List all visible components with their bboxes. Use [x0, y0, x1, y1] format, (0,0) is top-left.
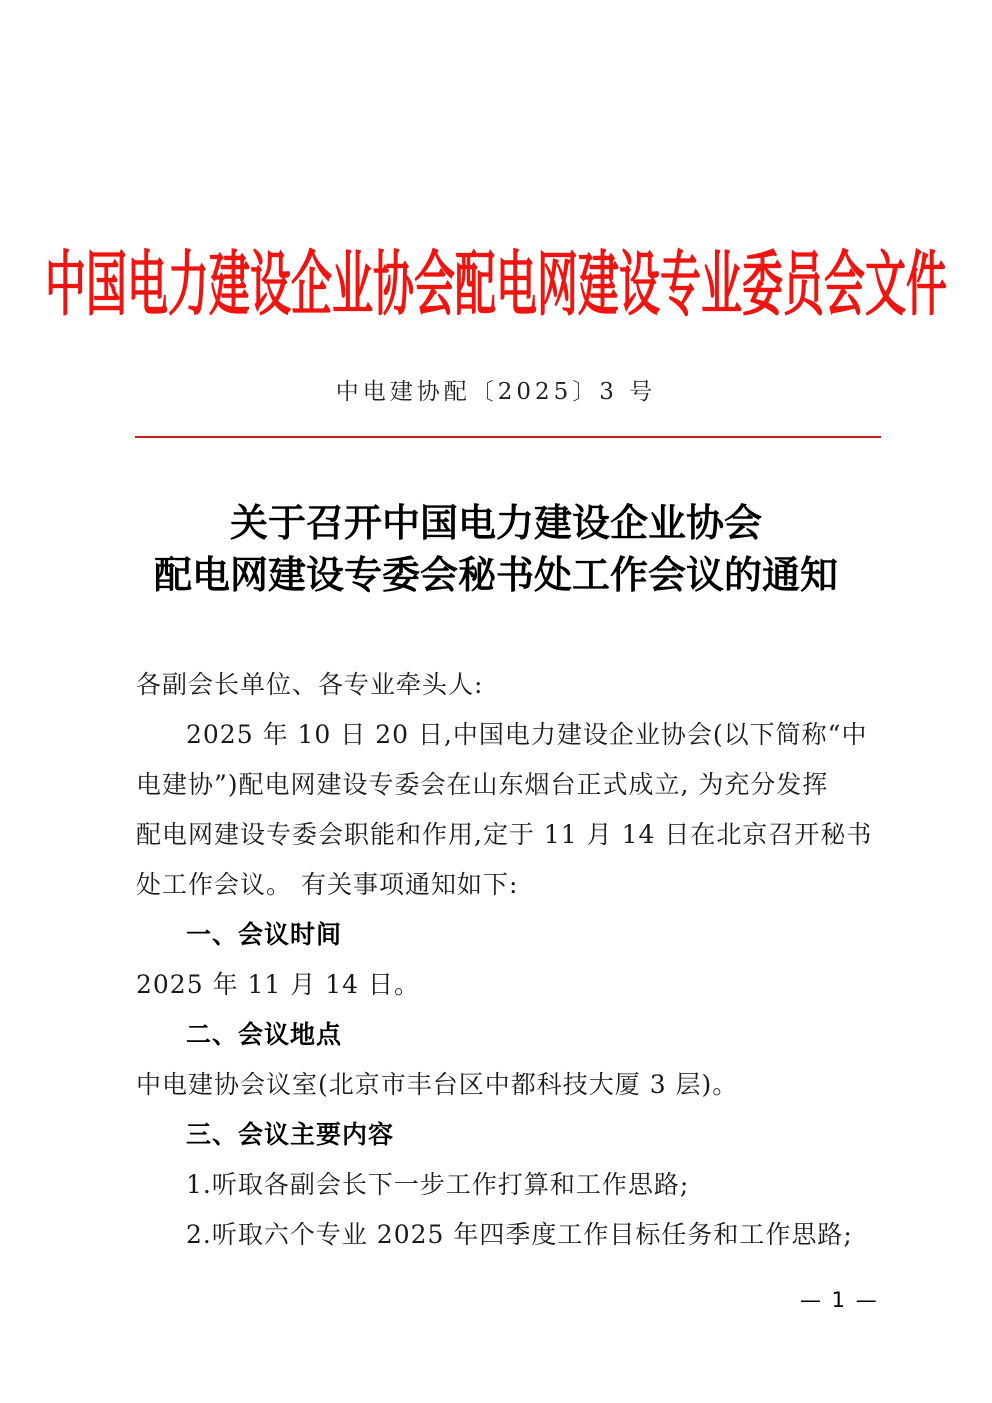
- notice-title-line-1: 关于召开中国电力建设企业协会: [229, 500, 762, 545]
- agenda-item-1: 1.听取各副会长下一步工作打算和工作思路;: [186, 1170, 690, 1199]
- section-3-heading: 三、会议主要内容: [186, 1120, 395, 1149]
- salutation: 各副会长单位、各专业牵头人:: [136, 670, 484, 699]
- paragraph-line-1: 2025 年 10 日 20 日,中国电力建设企业协会(以下简称“中: [186, 720, 868, 749]
- paragraph-line-4: 处工作会议。 有关事项通知如下:: [136, 870, 519, 899]
- notice-title: [0, 497, 992, 601]
- section-1-heading: 一、会议时间: [186, 920, 343, 949]
- agenda-item-2: 2.听取六个专业 2025 年四季度工作目标任务和工作思路;: [186, 1220, 853, 1249]
- notice-title-line-2: 配电网建设专委会秘书处工作会议的通知: [153, 552, 838, 597]
- document-number: 中电建协配〔2025〕3 号: [335, 379, 657, 405]
- section-2-body: 中电建协会议室(北京市丰台区中都科技大厦 3 层)。: [136, 1070, 739, 1099]
- section-2-heading: 二、会议地点: [186, 1020, 343, 1049]
- document-body: [136, 660, 886, 1260]
- page-number: — 1 —: [800, 1288, 879, 1312]
- section-1-body: 2025 年 11 月 14 日。: [136, 970, 420, 999]
- red-divider-rule: [135, 436, 881, 438]
- letterhead-title: 中国电力建设企业协会配电网建设专业委员会文件: [45, 243, 947, 326]
- paragraph-line-3: 配电网建设专委会职能和作用,定于 11 月 14 日在北京召开秘书: [136, 820, 873, 849]
- paragraph-line-2: 电建协”)配电网建设专委会在山东烟台正式成立, 为充分发挥: [136, 770, 829, 799]
